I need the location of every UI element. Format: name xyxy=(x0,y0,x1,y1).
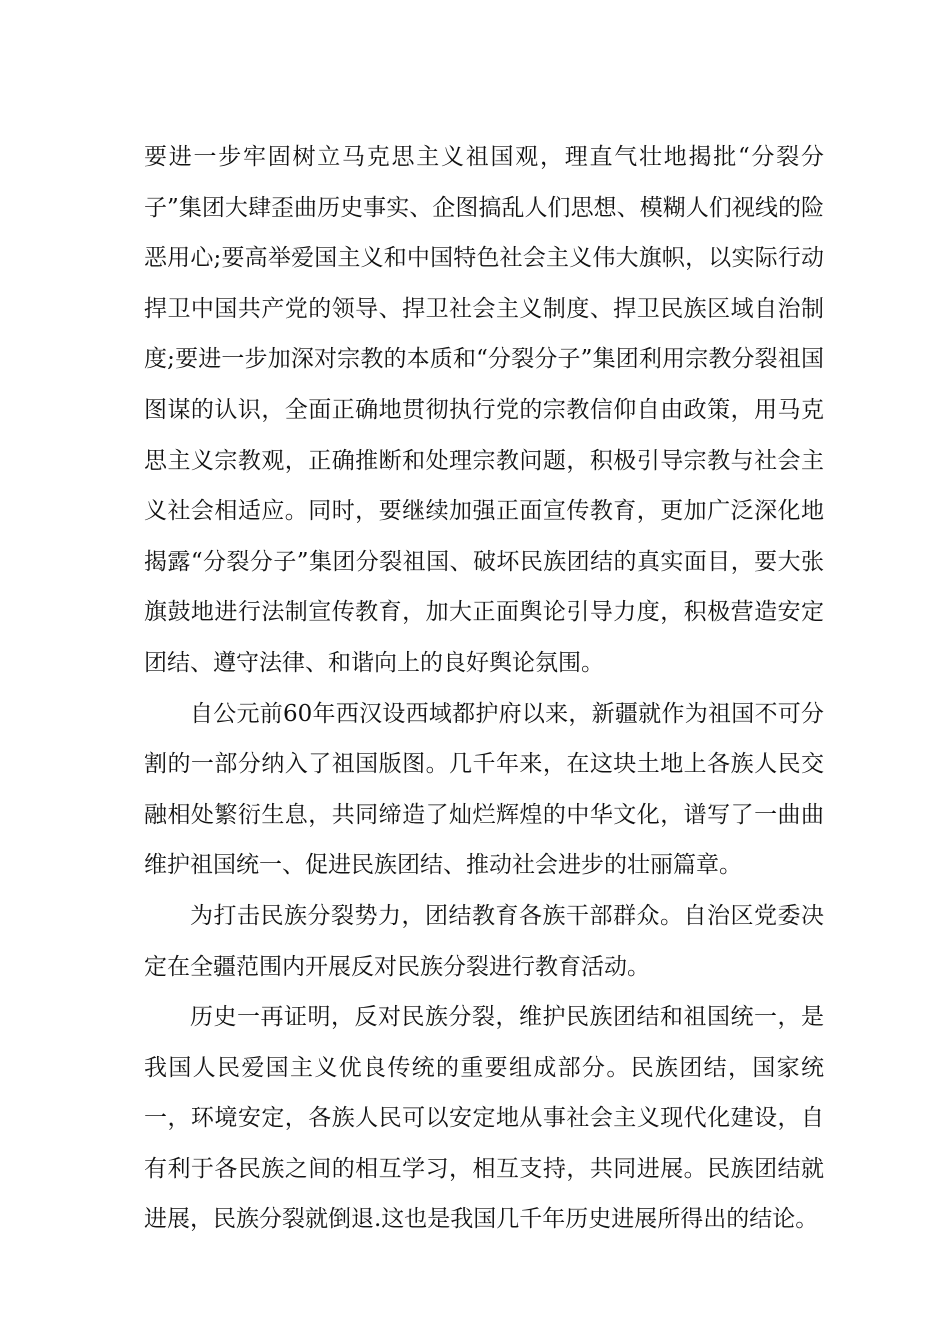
paragraph-2: 自公元前60年西汉设西域都护府以来，新疆就作为祖国不可分割的一部分纳入了祖国版图。几千年来，在这块土地上各族人民交融相处繁衍生息，共同缔造了灿烂辉煌的中华文化，谱写了一曲曲维护祖国统一、促进民族团结、推动社会进步的壮丽篇章。 xyxy=(144,700,824,879)
paragraph-4: 历史一再证明，反对民族分裂，维护民族团结和祖国统一，是我国人民爱国主义优良传统的重要组成部分。民族团结，国家统一，环境安定，各族人民可以安定地从事社会主义现代化建设，自有利于各民族之间的相互学习，相互支持，共同进展。民族团结就进展，民族分裂就倒退.这也是我国几千年历史进展所得出的结论。 xyxy=(144,1004,824,1233)
document-body xyxy=(144,132,824,1245)
paragraph-1: 要进一步牢固树立马克思主义祖国观，理直气壮地揭批“分裂分子”集团大肆歪曲历史事实、企图搞乱人们思想、模糊人们视线的险恶用心;要高举爱国主义和中国特色社会主义伟大旗帜，以实际行动捍卫中国共产党的领导、捍卫社会主义制度、捍卫民族区域自治制度;要进一步加深对宗教的本质和“分裂分子”集团利用宗教分裂祖国图谋的认识，全面正确地贯彻执行党的宗教信仰自由政策，用马克思主义宗教观，正确推断和处理宗教问题，积极引导宗教与社会主义社会相适应。同时，要继续加强正面宣传教育，更加广泛深化地揭露“分裂分子”集团分裂祖国、破坏民族团结的真实面目，要大张旗鼓地进行法制宣传教育，加大正面舆论引导力度，积极营造安定团结、遵守法律、和谐向上的良好舆论氛围。 xyxy=(144,144,824,676)
paragraph-3: 为打击民族分裂势力，团结教育各族干部群众。自治区党委决定在全疆范围内开展反对民族分裂进行教育活动。 xyxy=(144,902,824,980)
